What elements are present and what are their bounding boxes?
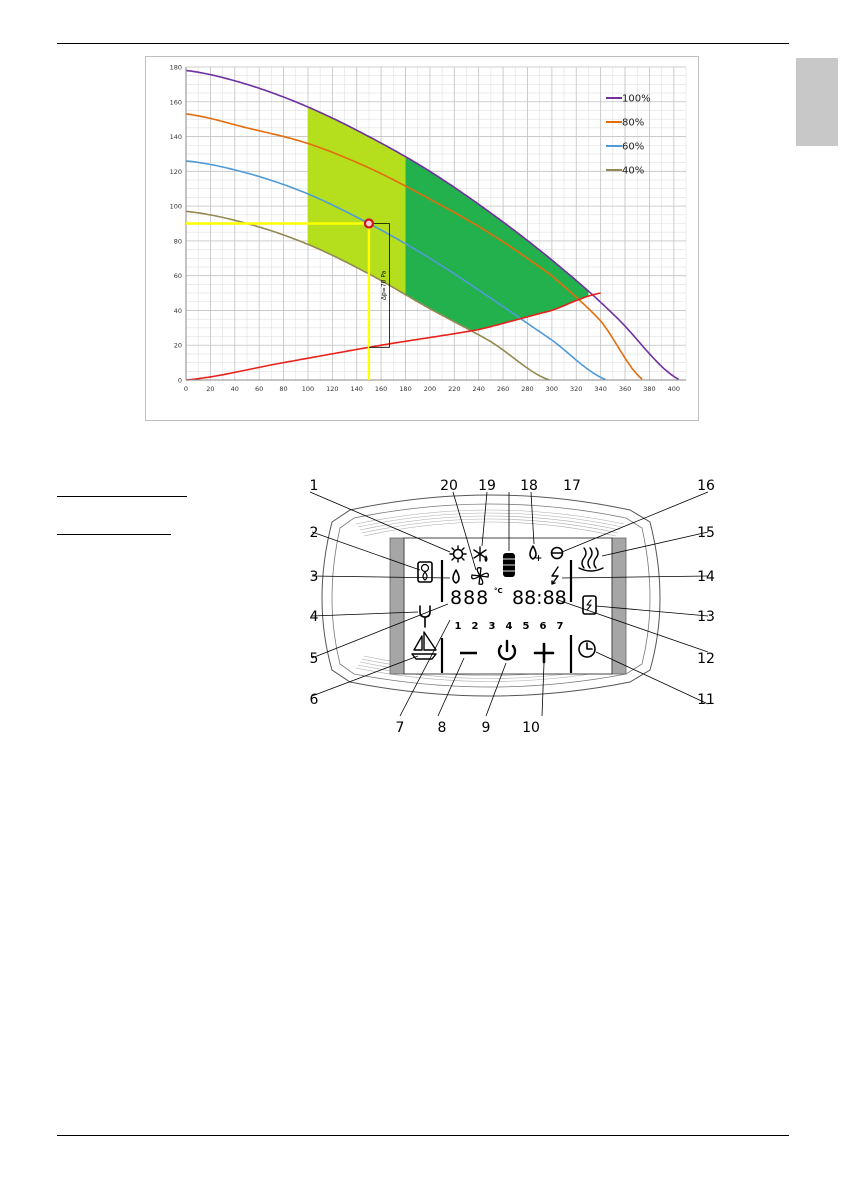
fan-curve-chart xyxy=(145,56,699,421)
day-number: 7 xyxy=(556,621,564,632)
legend-label: 60% xyxy=(622,141,645,153)
callout-number-6: 6 xyxy=(309,692,319,708)
callout-number-13: 13 xyxy=(697,609,715,625)
day-number: 4 xyxy=(505,621,513,632)
x-tick-label: 360 xyxy=(618,385,632,393)
control-panel-diagram xyxy=(290,470,720,740)
callout-number-16: 16 xyxy=(697,478,715,494)
callout-number-18: 18 xyxy=(520,478,538,494)
callout-line xyxy=(562,492,708,552)
y-tick-label: 100 xyxy=(169,202,182,211)
y-tick-label: 20 xyxy=(173,341,182,350)
shell-top-contour xyxy=(358,513,622,527)
x-tick-label: 280 xyxy=(521,385,534,393)
text-line-2 xyxy=(57,534,171,535)
y-tick-label: 160 xyxy=(169,98,182,107)
day-number: 2 xyxy=(471,621,479,632)
x-tick-label: 100 xyxy=(301,385,315,393)
section-tab xyxy=(796,58,838,146)
day-number: 3 xyxy=(488,621,496,632)
callout-number-12: 12 xyxy=(697,651,715,667)
callout-number-15: 15 xyxy=(697,525,715,541)
callout-number-4: 4 xyxy=(309,609,319,625)
y-tick-label: 0 xyxy=(177,376,182,385)
x-tick-label: 240 xyxy=(472,385,485,393)
x-tick-label: 140 xyxy=(350,385,363,393)
callout-number-8: 8 xyxy=(437,720,447,736)
chart-svg xyxy=(146,57,698,420)
legend-label: 80% xyxy=(622,117,645,129)
y-tick-label: 40 xyxy=(173,306,182,315)
panel-side-bar-right xyxy=(612,538,626,674)
x-tick-label: 220 xyxy=(448,385,461,393)
time-display: 88:88 xyxy=(512,587,567,609)
operating-region-2 xyxy=(406,157,589,331)
y-tick-label: 60 xyxy=(173,272,182,281)
callout-number-10: 10 xyxy=(522,720,540,736)
text-line-1 xyxy=(57,496,187,497)
callout-number-11: 11 xyxy=(697,692,715,708)
x-tick-label: 380 xyxy=(643,385,656,393)
operating-point-marker xyxy=(365,220,373,228)
x-tick-label: 200 xyxy=(423,385,437,393)
y-tick-label: 80 xyxy=(173,237,182,246)
shell-top-contour xyxy=(364,522,616,536)
temperature-display: 888 xyxy=(450,587,490,609)
x-tick-label: 40 xyxy=(230,385,239,393)
callout-number-5: 5 xyxy=(309,651,319,667)
legend-label: 40% xyxy=(622,165,645,177)
callout-number-3: 3 xyxy=(309,569,319,585)
callout-number-19: 19 xyxy=(478,478,496,494)
callout-number-1: 1 xyxy=(309,478,319,494)
panel-side-bar-left xyxy=(390,538,404,674)
y-tick-label: 140 xyxy=(169,133,182,142)
dp-annotation: Δp=70 Pa xyxy=(380,270,388,301)
x-tick-label: 320 xyxy=(570,385,583,393)
callout-number-14: 14 xyxy=(697,569,715,585)
callout-line xyxy=(596,652,708,704)
x-tick-label: 400 xyxy=(667,385,681,393)
callout-number-9: 9 xyxy=(481,720,491,736)
y-tick-label: 180 xyxy=(169,63,182,72)
x-tick-label: 120 xyxy=(326,385,339,393)
x-tick-label: 0 xyxy=(183,385,189,393)
x-tick-label: 80 xyxy=(279,385,288,393)
footer-rule xyxy=(57,1135,789,1136)
day-number: 6 xyxy=(539,621,547,632)
x-tick-label: 20 xyxy=(206,385,215,393)
x-tick-label: 300 xyxy=(545,385,559,393)
day-number: 1 xyxy=(454,621,462,632)
x-tick-label: 340 xyxy=(594,385,607,393)
x-tick-label: 60 xyxy=(255,385,264,393)
temperature-unit: °C xyxy=(494,587,503,595)
y-tick-label: 120 xyxy=(169,167,182,176)
callout-number-20: 20 xyxy=(440,478,458,494)
legend-label: 100% xyxy=(622,93,651,105)
callout-number-17: 17 xyxy=(563,478,581,494)
x-tick-label: 260 xyxy=(496,385,510,393)
callout-line xyxy=(531,492,534,544)
day-number: 5 xyxy=(522,621,530,632)
callout-number-2: 2 xyxy=(309,525,319,541)
x-tick-label: 180 xyxy=(399,385,412,393)
header-rule xyxy=(57,43,789,44)
x-tick-label: 160 xyxy=(374,385,388,393)
callout-number-7: 7 xyxy=(395,720,405,736)
shell-top-contour xyxy=(360,516,620,530)
